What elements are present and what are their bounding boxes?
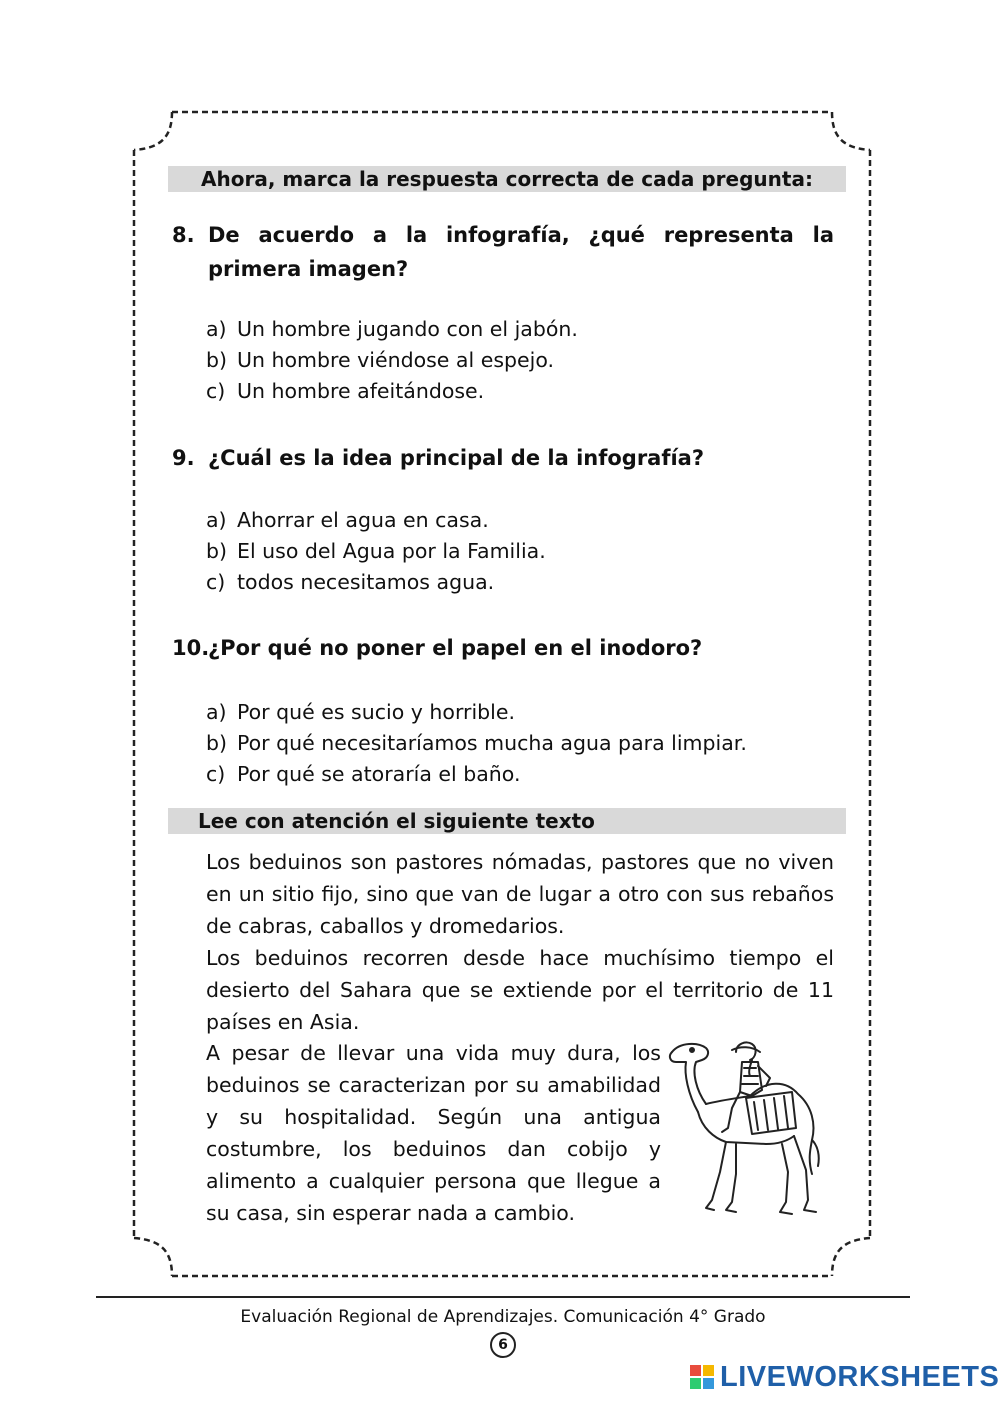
option-text: El uso del Agua por la Familia. — [237, 539, 546, 563]
question-number: 9. — [172, 446, 195, 470]
option-letter: a) — [206, 700, 227, 724]
option-letter: a) — [206, 317, 227, 341]
question-text: ¿Cuál es la idea principal de la infografía? — [208, 446, 705, 470]
option-10b[interactable] — [206, 728, 747, 759]
question-text: De acuerdo a la infografía, ¿qué representa la primera imagen? — [208, 223, 834, 281]
question-10 — [172, 631, 834, 665]
footer-title: Evaluación Regional de Aprendizajes. Comunicación 4° Grado — [240, 1307, 766, 1327]
option-10a[interactable] — [206, 697, 747, 728]
reading-paragraph-3: A pesar de llevar una vida muy dura, los beduinos se caracterizan por su amabilidad y su hospitalidad. Según una antigua costumbre, los beduinos dan cobijo y alimento a cualquier persona que llegue a su casa, sin esperar nada a cambio. — [206, 1041, 661, 1225]
section-banner-questions: Ahora, marca la respuesta correcta de cada pregunta: — [168, 166, 846, 192]
options-question-9 — [206, 505, 546, 598]
option-text: Un hombre viéndose al espejo. — [237, 348, 555, 372]
brand-name: LIVEWORKSHEETS — [720, 1360, 1000, 1393]
option-9b[interactable] — [206, 536, 546, 567]
option-letter: b) — [206, 539, 228, 563]
reading-paragraph-2: Los beduinos recorren desde hace muchísimo tiempo el desierto del Sahara que se extiende por el territorio de 11 países en Asia. — [206, 946, 834, 1034]
question-text: ¿Por qué no poner el papel en el inodoro? — [208, 636, 703, 660]
logo-squares-icon — [690, 1365, 714, 1389]
option-9a[interactable] — [206, 505, 546, 536]
question-number: 10. — [172, 636, 210, 660]
option-text: Por qué necesitaríamos mucha agua para limpiar. — [237, 731, 747, 755]
option-text: Por qué es sucio y horrible. — [237, 700, 515, 724]
option-letter: b) — [206, 731, 228, 755]
question-9 — [172, 441, 834, 475]
option-8b[interactable] — [206, 345, 578, 376]
options-question-10 — [206, 697, 747, 790]
option-text: Por qué se atoraría el baño. — [237, 762, 521, 786]
option-text: Un hombre jugando con el jabón. — [237, 317, 578, 341]
options-question-8 — [206, 314, 578, 407]
camel-rider-illustration — [662, 1032, 832, 1218]
option-letter: c) — [206, 762, 226, 786]
option-text: todos necesitamos agua. — [237, 570, 495, 594]
footer-divider — [96, 1296, 910, 1298]
option-10c[interactable] — [206, 759, 747, 790]
option-8a[interactable] — [206, 314, 578, 345]
section-banner-reading: Lee con atención el siguiente texto — [168, 808, 846, 834]
option-letter: c) — [206, 570, 226, 594]
page-number: 6 — [490, 1332, 516, 1358]
option-text: Ahorrar el agua en casa. — [237, 508, 489, 532]
option-8c[interactable] — [206, 376, 578, 407]
option-letter: b) — [206, 348, 228, 372]
question-number: 8. — [172, 223, 195, 247]
reading-paragraph-1: Los beduinos son pastores nómadas, pastores que no viven en un sitio fijo, sino que van de lugar a otro con sus rebaños de cabras, caballos y dromedarios. — [206, 850, 834, 938]
option-9c[interactable] — [206, 567, 546, 598]
option-letter: c) — [206, 379, 226, 403]
liveworksheets-logo — [690, 1362, 999, 1392]
option-letter: a) — [206, 508, 227, 532]
option-text: Un hombre afeitándose. — [237, 379, 485, 403]
question-8 — [172, 218, 834, 286]
